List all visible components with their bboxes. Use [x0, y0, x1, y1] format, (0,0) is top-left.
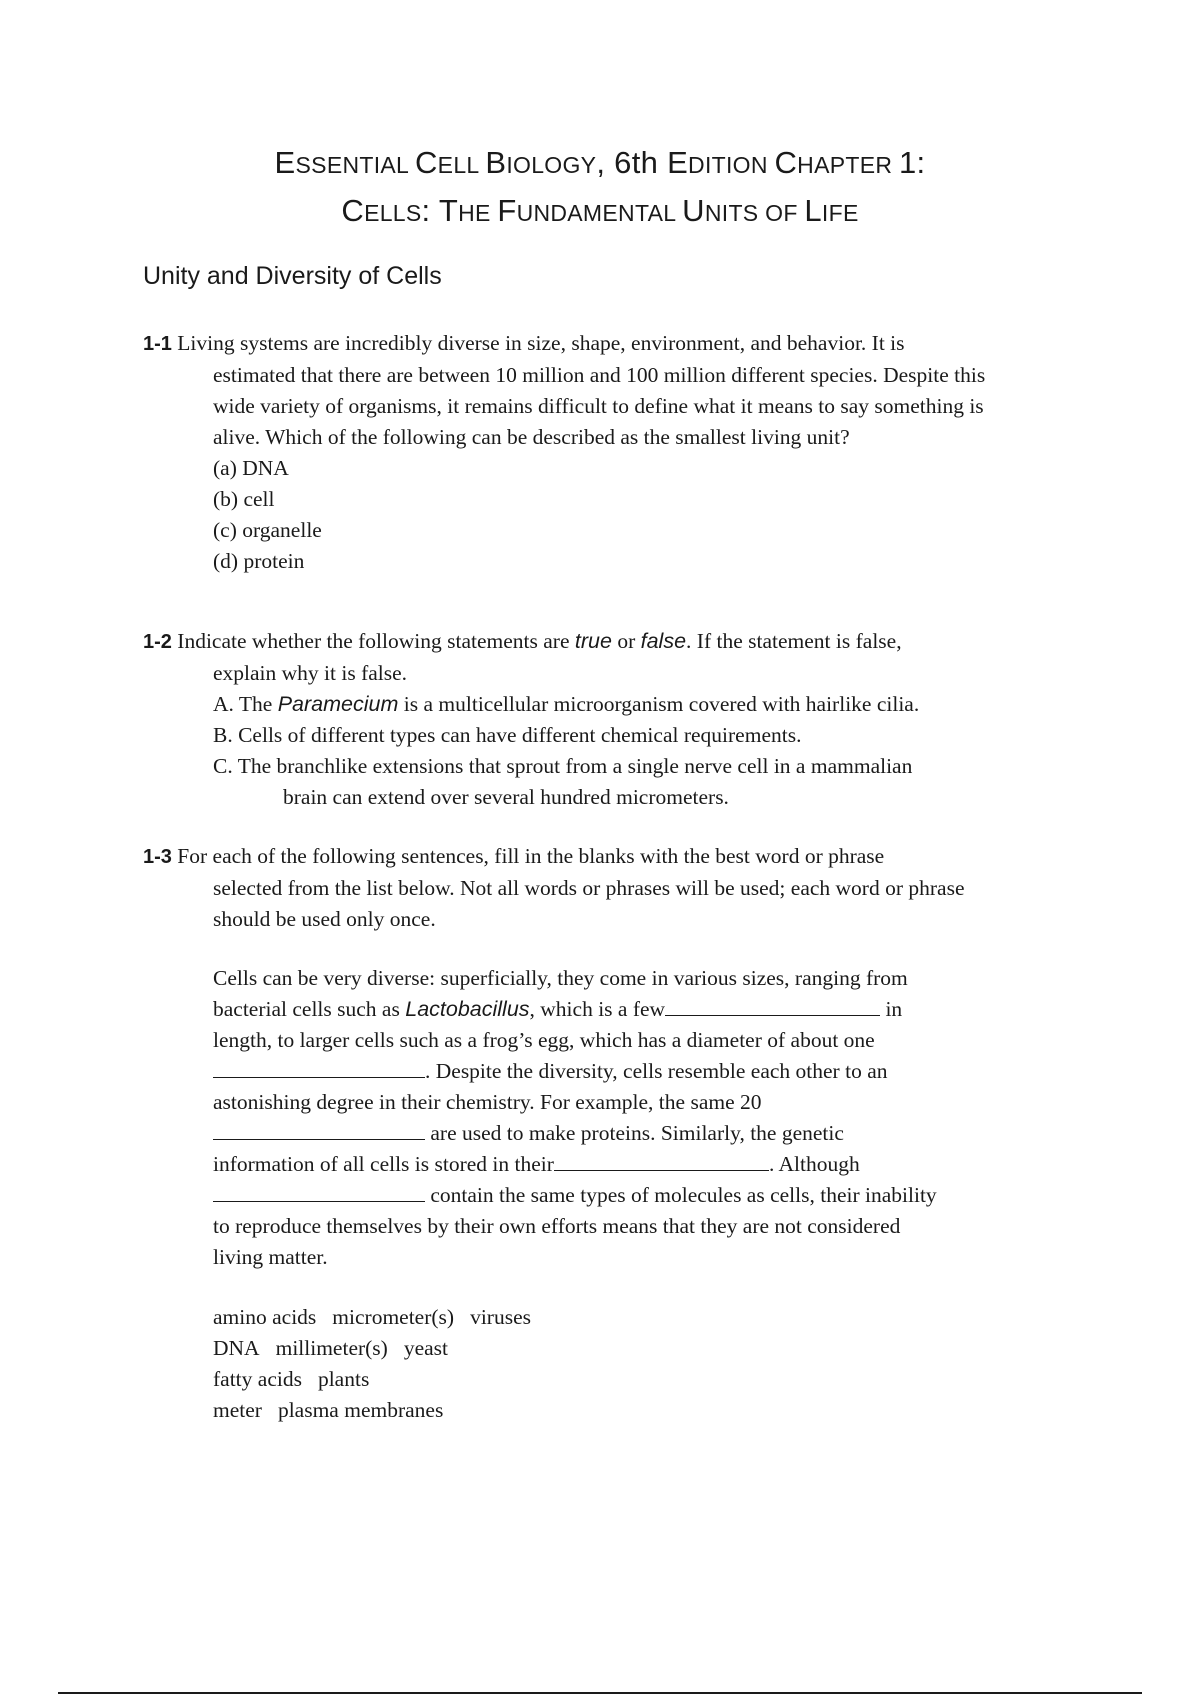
- false-word: false: [640, 629, 687, 653]
- title-segment: C: [341, 193, 365, 228]
- paragraph-line: [213, 1118, 1013, 1149]
- question-text-cont: alive. Which of the following can be described as the smallest living unit?: [213, 425, 850, 449]
- title-segment: F: [497, 193, 517, 228]
- paragraph-text: are used to make proteins. Similarly, the genetic: [425, 1121, 844, 1145]
- paragraph-line: [213, 994, 1013, 1025]
- answer-option-d: (d) protein: [213, 549, 305, 573]
- blank-2[interactable]: [213, 1057, 425, 1078]
- statement-a: [143, 689, 1073, 720]
- word-option: fatty acids: [213, 1367, 302, 1391]
- title-segment: B: [485, 145, 507, 180]
- title-segment: ELL: [437, 152, 486, 178]
- title-segment: E: [274, 145, 296, 180]
- blank-5[interactable]: [213, 1181, 425, 1202]
- blank-1[interactable]: [665, 995, 880, 1016]
- title-segment: , 6th: [596, 145, 668, 180]
- paragraph-line: length, to larger cells such as a frog’s egg, which has a diameter of about one: [213, 1028, 875, 1052]
- title-segment: L: [804, 193, 822, 228]
- true-word: true: [574, 629, 612, 653]
- paragraph-line: to reproduce themselves by their own efforts means that they are not considered: [213, 1214, 901, 1238]
- word-option: plasma membranes: [277, 1398, 444, 1422]
- title-segment: HAPTER: [797, 152, 899, 178]
- word-option: viruses: [470, 1305, 531, 1329]
- title-segment: ELLS: [364, 200, 422, 226]
- word-option: yeast: [403, 1336, 449, 1360]
- chapter-title-line-1: [0, 140, 1200, 188]
- question-number: 1-1: [143, 333, 172, 355]
- title-segment: 1:: [898, 145, 926, 180]
- word-list: [213, 1302, 547, 1426]
- question-text: . If the statement is false,: [686, 629, 902, 653]
- word-list-row: [213, 1302, 547, 1333]
- paragraph-line: Cells can be very diverse: superficially, they come in various sizes, ranging from: [213, 966, 908, 990]
- title-segment: NITS OF: [704, 200, 805, 226]
- paragraph-line: [213, 1149, 1013, 1180]
- title-segment: SSENTIAL: [295, 152, 415, 178]
- title-segment: HE: [458, 200, 498, 226]
- question-text: Living systems are incredibly diverse in size, shape, environment, and behavior. It is: [171, 331, 905, 355]
- word-option: micrometer(s): [332, 1305, 455, 1329]
- title-segment: U: [682, 193, 705, 228]
- statement-c-cont: brain can extend over several hundred micrometers.: [283, 785, 729, 809]
- question-text-cont: estimated that there are between 10 million and 100 million different species. Despite this: [213, 363, 986, 387]
- statement-a-italic: Paramecium: [277, 692, 399, 716]
- question-number: 1-3: [143, 846, 172, 868]
- title-segment: IOLOGY: [506, 152, 597, 178]
- paragraph-text: , which is a few: [529, 997, 666, 1021]
- paragraph-line: astonishing degree in their chemistry. For example, the same 20: [213, 1090, 762, 1114]
- word-option: meter: [213, 1398, 262, 1422]
- answer-option-a: (a) DNA: [213, 456, 289, 480]
- statement-a-suffix: is a multicellular microorganism covered with hairlike cilia.: [398, 692, 920, 716]
- blank-3[interactable]: [213, 1119, 425, 1140]
- paragraph-line: [213, 1056, 1013, 1087]
- paragraph-text: . Despite the diversity, cells resemble each other to an: [425, 1059, 888, 1083]
- question-number: 1-2: [143, 631, 172, 653]
- title-segment: IFE: [821, 200, 859, 226]
- paragraph-line: [213, 1180, 1013, 1211]
- statement-a-prefix: A. The: [213, 692, 278, 716]
- question-1-3: [143, 841, 1073, 935]
- question-text-cont: should be used only once.: [213, 907, 436, 931]
- title-segment: C: [774, 145, 798, 180]
- question-text-cont: wide variety of organisms, it remains difficult to define what it means to say something is: [213, 394, 984, 418]
- title-segment: T: [438, 193, 459, 228]
- fill-in-paragraph: [213, 963, 1013, 1273]
- question-1-1: [143, 328, 1073, 577]
- question-text: For each of the following sentences, fill in the blanks with the best word or phrase: [171, 844, 885, 868]
- question-text: Indicate whether the following statements are: [171, 629, 575, 653]
- word-list-row: [213, 1395, 547, 1426]
- statement-b: B. Cells of different types can have different chemical requirements.: [213, 723, 802, 747]
- title-segment: :: [421, 193, 439, 228]
- species-name: Lactobacillus: [405, 997, 530, 1021]
- title-segment: UNDAMENTAL: [516, 200, 683, 226]
- answer-option-b: (b) cell: [213, 487, 275, 511]
- statement-c: C. The branchlike extensions that sprout from a single nerve cell in a mammalian: [213, 754, 913, 778]
- question-text-cont: selected from the list below. Not all words or phrases will be used; each word or phrase: [213, 876, 965, 900]
- answer-option-c: (c) organelle: [213, 518, 322, 542]
- paragraph-text: in: [880, 997, 903, 1021]
- word-list-row: [213, 1333, 547, 1364]
- title-segment: C: [414, 145, 438, 180]
- word-option: millimeter(s): [275, 1336, 388, 1360]
- paragraph-text: information of all cells is stored in their: [213, 1152, 554, 1176]
- paragraph-text: bacterial cells such as: [213, 997, 406, 1021]
- paragraph-text: . Although: [768, 1152, 860, 1176]
- question-text: or: [611, 629, 641, 653]
- blank-4[interactable]: [554, 1150, 769, 1171]
- chapter-title: [0, 140, 1200, 236]
- title-segment: E: [667, 145, 689, 180]
- question-text-cont: explain why it is false.: [213, 661, 408, 685]
- word-option: DNA: [213, 1336, 260, 1360]
- question-1-2: [143, 626, 1073, 813]
- chapter-title-line-2: [0, 188, 1200, 236]
- paragraph-line: living matter.: [213, 1245, 328, 1269]
- section-heading: Unity and Diversity of Cells: [143, 262, 442, 290]
- word-list-row: [213, 1364, 547, 1395]
- word-option: amino acids: [213, 1305, 317, 1329]
- paragraph-text: contain the same types of molecules as cells, their inability: [425, 1183, 937, 1207]
- footer-rule: [58, 1692, 1142, 1694]
- title-segment: DITION: [688, 152, 775, 178]
- word-option: plants: [317, 1367, 370, 1391]
